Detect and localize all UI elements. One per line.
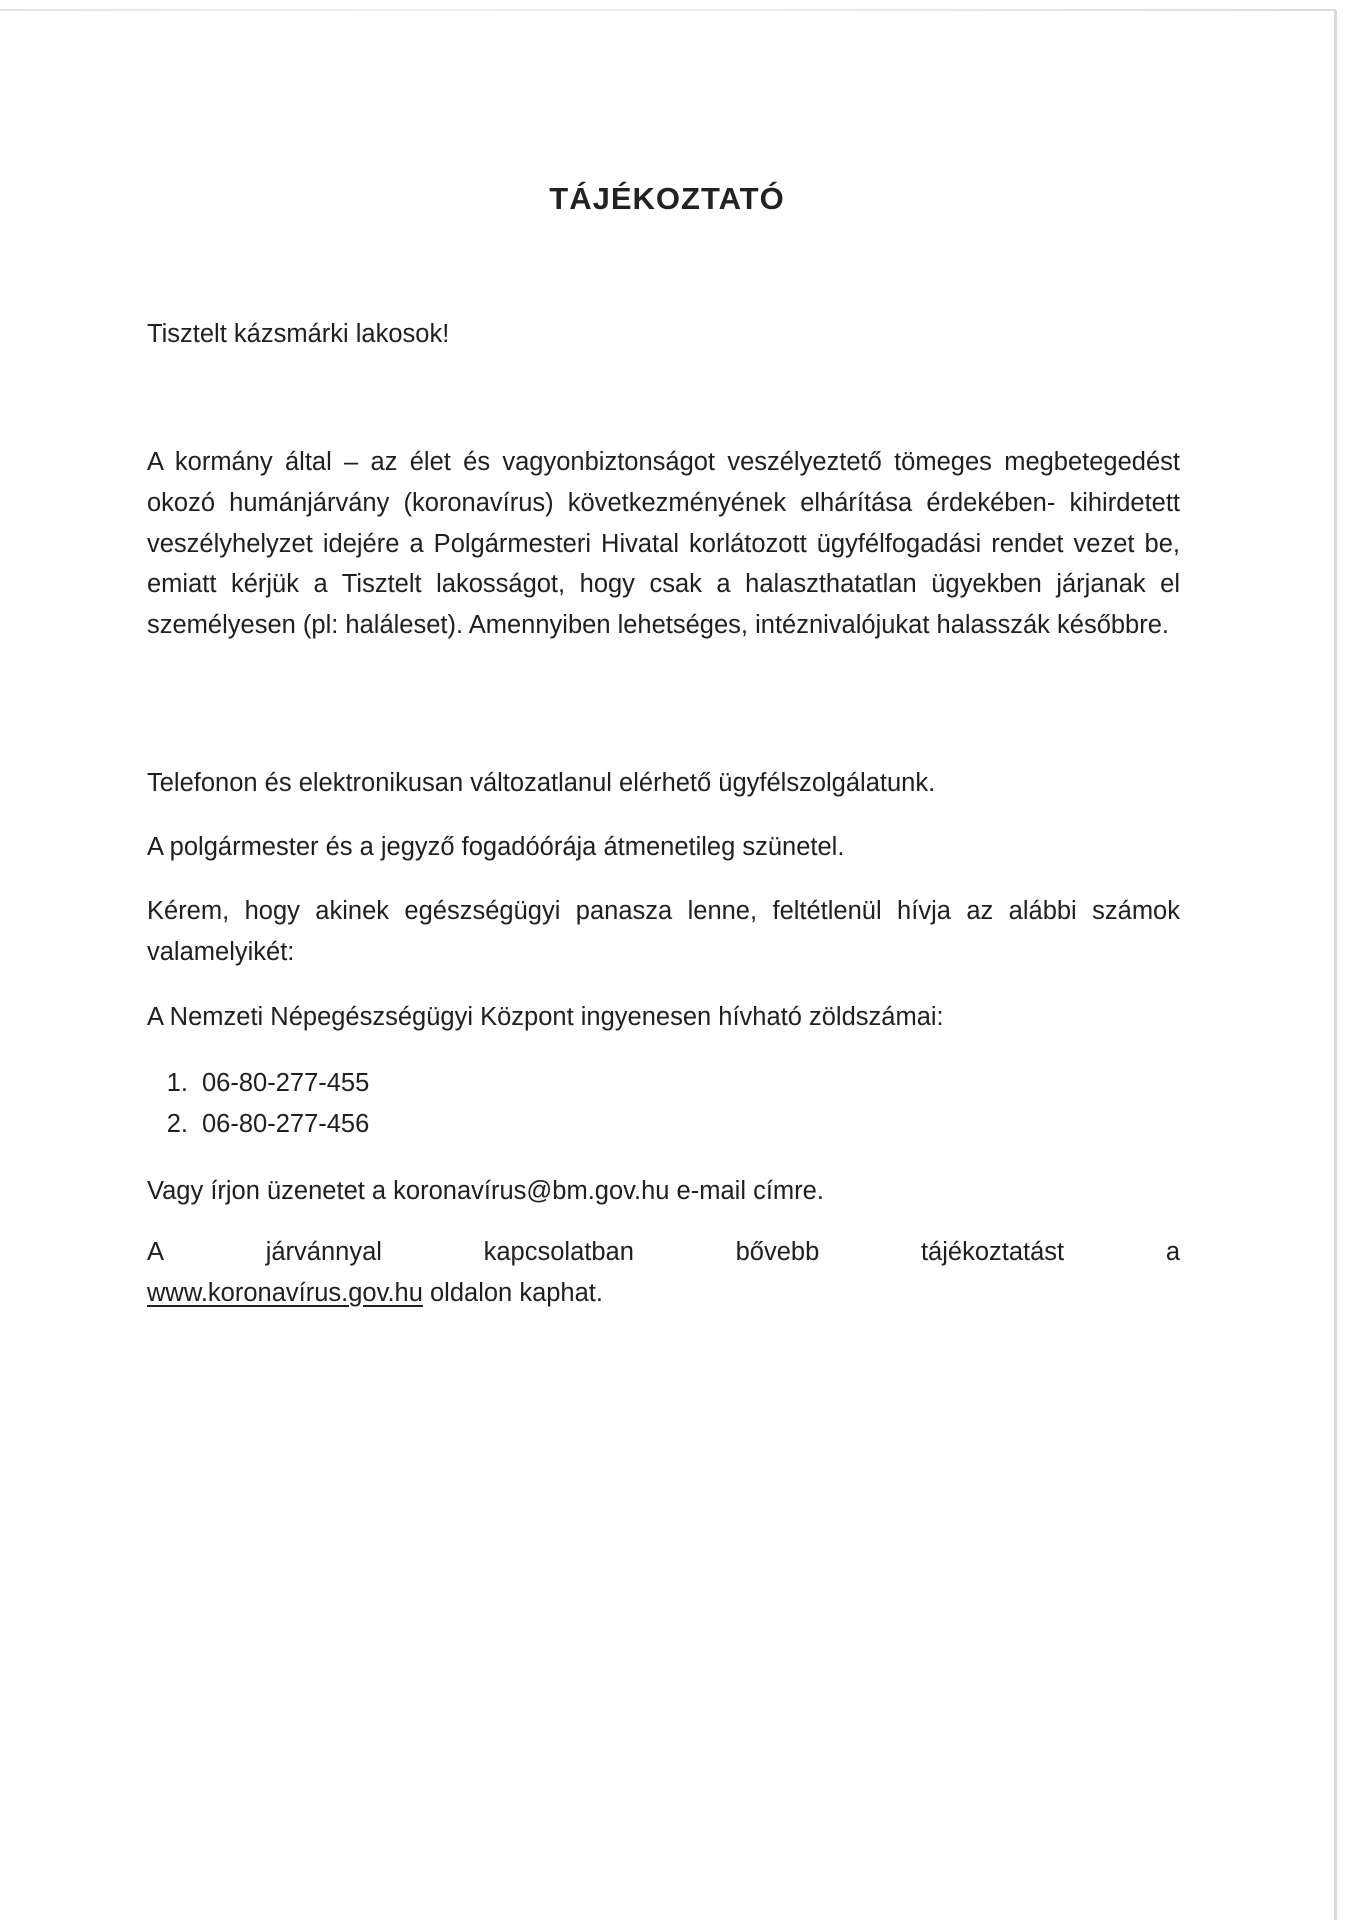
hotline-item bbox=[147, 1063, 369, 1104]
intro-paragraph: A kormány által – az élet és vagyonbiztonságot veszélyeztető tömeges megbetegedést okozó humánjárvány (koronavírus) következményének elhárítása érdekében- kihirdetett veszélyhelyzet idejére a Polgármesteri Hivatal korlátozott ügyfélfogadási rendet vezet be, emiatt kérjük a Tisztelt lakosságot, hogy csak a halaszthatatlan ügyekben járjanak el személyesen (pl: haláleset). Amennyiben lehetséges, intéznivalójukat halasszák későbbre. bbox=[147, 448, 1180, 640]
info-word: A bbox=[147, 1238, 165, 1266]
info-paragraph-line-2 bbox=[147, 1273, 1180, 1314]
hotline-intro-paragraph: A Nemzeti Népegészségügyi Központ ingyenesen hívható zöldszámai: bbox=[147, 1003, 944, 1031]
info-word: tájékoztatást bbox=[920, 1238, 1065, 1266]
info-word: járvánnyal bbox=[265, 1238, 382, 1266]
hotline-item-number: 1. bbox=[166, 1069, 188, 1097]
info-word: bővebb bbox=[735, 1238, 820, 1266]
info-word: a bbox=[1165, 1238, 1180, 1266]
email-paragraph: Vagy írjon üzenetet a koronavírus@bm.gov.hu e-mail címre. bbox=[147, 1177, 824, 1205]
info-paragraph bbox=[147, 1232, 1180, 1314]
salutation: Tisztelt kázsmárki lakosok! bbox=[147, 320, 450, 348]
hotline-item bbox=[147, 1104, 369, 1145]
document-title: TÁJÉKOZTATÓ bbox=[549, 181, 785, 216]
phone-service-paragraph: Telefonon és elektronikusan változatlanul elérhető ügyfélszolgálatunk. bbox=[147, 769, 936, 797]
hotline-item-number: 2. bbox=[166, 1109, 188, 1138]
hotline-phone: 06-80-277-456 bbox=[202, 1109, 370, 1138]
info-website-link[interactable]: www.koronavírus.gov.hu bbox=[147, 1278, 423, 1307]
document-page bbox=[0, 11, 1334, 1920]
hotline-list bbox=[147, 1063, 369, 1145]
office-hours-paragraph: A polgármester és a jegyző fogadóórája átmenetileg szünetel. bbox=[147, 833, 845, 861]
info-word: kapcsolatban bbox=[483, 1238, 634, 1266]
info-paragraph-line-1 bbox=[147, 1232, 1180, 1273]
scan-edge-right bbox=[1334, 10, 1337, 1920]
info-suffix: oldalon kaphat. bbox=[422, 1278, 603, 1307]
hotline-phone: 06-80-277-455 bbox=[202, 1069, 370, 1097]
health-request-paragraph: Kérem, hogy akinek egészségügyi panasza lenne, feltétlenül hívja az alábbi számok valamelyikét: bbox=[147, 897, 1180, 966]
